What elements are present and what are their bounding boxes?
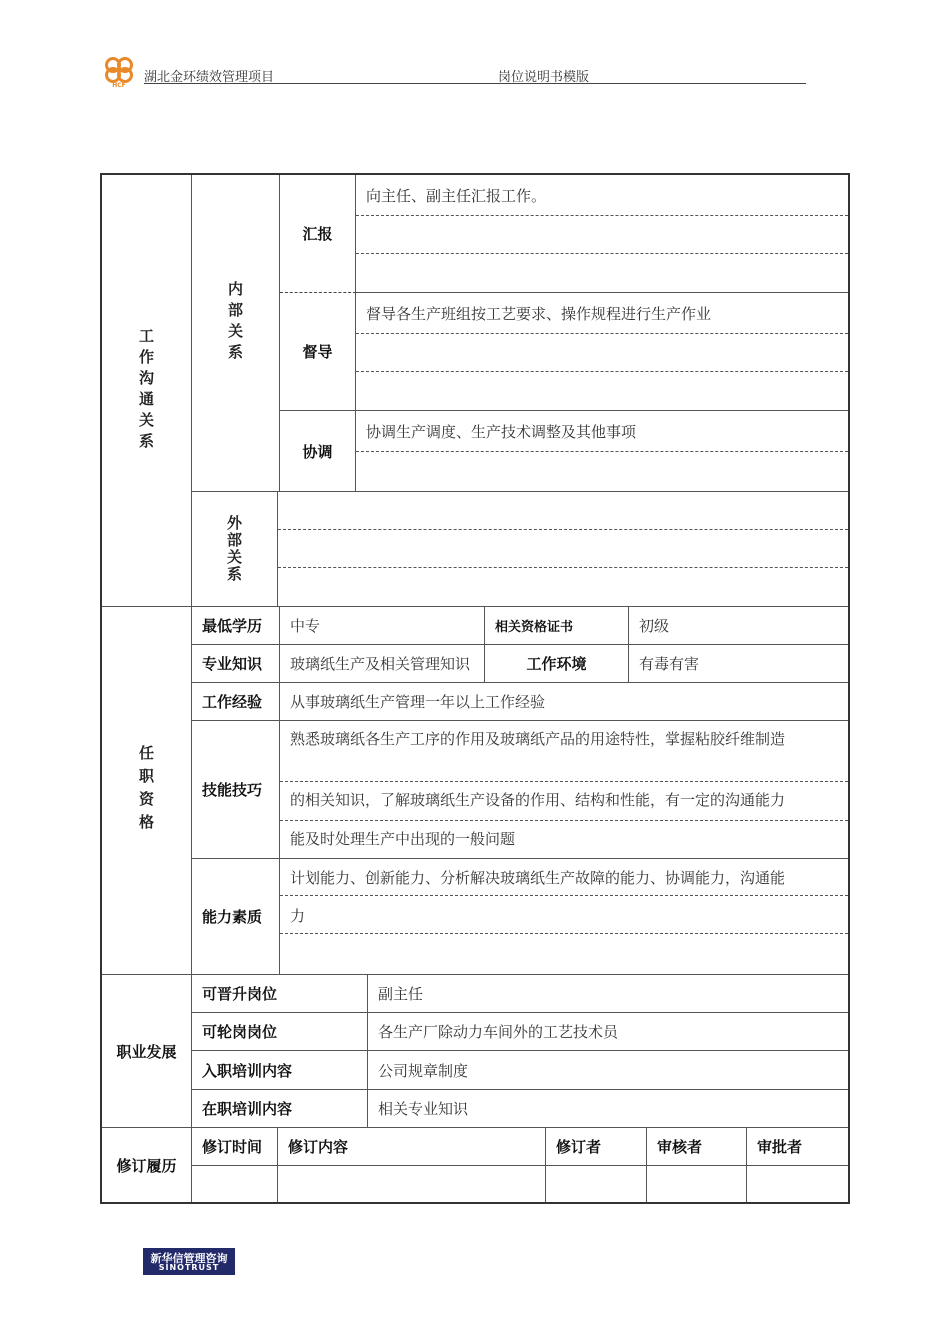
supervise-label: 督导: [302, 343, 333, 361]
qualification-section-cell: [102, 607, 192, 975]
logo-text: HCF: [112, 82, 126, 88]
external-relations-label: 外部关系: [225, 515, 243, 583]
external-relations-cell: [192, 492, 278, 607]
dashed-line: [280, 781, 848, 782]
revision-section-cell: [102, 1128, 192, 1202]
education-label: 最低学历: [202, 617, 263, 635]
col-content-label: 修订内容: [288, 1138, 349, 1156]
coordinate-text: 协调生产调度、生产技术调整及其他事项: [366, 423, 637, 441]
col-approver-label: 审批者: [757, 1138, 803, 1156]
revision-cell-content: [278, 1166, 546, 1202]
dashed-line: [356, 333, 848, 334]
skills-label-cell: [192, 721, 280, 859]
coordinate-label-cell: [280, 411, 356, 492]
ability-label: 能力素质: [202, 908, 263, 926]
footer-logo-cn: 新华信管理咨询: [150, 1252, 228, 1265]
external-relations-content: [278, 492, 848, 607]
dashed-line: [356, 215, 848, 216]
onboard-label: 入职培训内容: [202, 1061, 293, 1080]
promote-value-cell: [368, 975, 848, 1013]
internal-relations-cell: [192, 175, 280, 492]
onjob-value: 相关专业知识: [378, 1100, 469, 1118]
skills-content-cell: [280, 721, 848, 859]
communication-section-label: 工作沟通关系: [137, 327, 155, 454]
dashed-line: [280, 933, 848, 934]
job-description-table: [100, 173, 850, 1204]
cert-value-cell: [629, 607, 848, 645]
knowledge-label-cell: [192, 645, 280, 683]
internal-relations-label: 内部关系: [226, 281, 244, 365]
env-value: 有毒有害: [639, 655, 700, 673]
revision-cell-checker: [647, 1166, 747, 1202]
qualification-section-label: 任职资格: [137, 744, 155, 837]
onboard-label-cell: [192, 1051, 368, 1090]
skills-line-2: 的相关知识，了解玻璃纸生产设备的作用、结构和性能，有一定的沟通能力: [290, 791, 786, 809]
skills-label: 技能技巧: [202, 781, 263, 799]
skills-line-1: 熟悉玻璃纸各生产工序的作用及玻璃纸产品的用途特性，掌握粘胶纤维制造: [290, 730, 786, 748]
supervise-content-cell: [356, 293, 848, 411]
onboard-value-cell: [368, 1051, 848, 1090]
skills-line-3: 能及时处理生产中出现的一般问题: [290, 830, 516, 848]
experience-value-cell: [280, 683, 848, 721]
communication-section-cell: [102, 175, 192, 607]
ability-line-2: 力: [290, 907, 306, 925]
rotate-label: 可轮岗岗位: [202, 1023, 278, 1041]
col-reviser-label: 修订者: [556, 1138, 602, 1156]
revision-col-reviser: [546, 1128, 647, 1166]
rotate-value-cell: [368, 1013, 848, 1051]
coordinate-label: 协调: [302, 442, 333, 461]
knowledge-label: 专业知识: [202, 655, 263, 673]
career-section-cell: [102, 975, 192, 1128]
env-label: 工作环境: [526, 655, 587, 673]
ability-label-cell: [192, 859, 280, 975]
ability-line-1: 计划能力、创新能力、分析解决玻璃纸生产故障的能力、协调能力，沟通能: [290, 869, 786, 887]
experience-label: 工作经验: [202, 693, 263, 711]
cert-label: 相关资格证书: [495, 620, 574, 635]
promote-label-cell: [192, 975, 368, 1013]
dashed-line: [356, 371, 848, 372]
education-label-cell: [192, 607, 280, 645]
education-value-cell: [280, 607, 485, 645]
revision-col-content: [278, 1128, 546, 1166]
rotate-label-cell: [192, 1013, 368, 1051]
dashed-line: [356, 451, 848, 452]
supervise-label-cell: [280, 293, 356, 411]
revision-cell-time: [192, 1166, 278, 1202]
supervise-text: 督导各生产班组按工艺要求、操作规程进行生产作业: [366, 305, 712, 323]
dashed-line: [356, 253, 848, 254]
knowledge-value-cell: [280, 645, 485, 683]
cert-value: 初级: [639, 617, 670, 635]
promote-label: 可晋升岗位: [202, 985, 278, 1003]
knowledge-value: 玻璃纸生产及相关管理知识: [290, 655, 471, 673]
col-time-label: 修订时间: [202, 1138, 263, 1156]
onjob-label-cell: [192, 1090, 368, 1128]
revision-cell-reviser: [546, 1166, 647, 1202]
revision-col-approver: [747, 1128, 848, 1166]
coordinate-content-cell: [356, 411, 848, 492]
dashed-line: [280, 820, 848, 821]
header-rule: [144, 83, 806, 84]
onjob-label: 在职培训内容: [202, 1100, 293, 1118]
dashed-line: [278, 567, 848, 568]
onjob-value-cell: [368, 1090, 848, 1128]
footer-logo-en: SINOTRUST: [158, 1263, 220, 1272]
education-value: 中专: [290, 617, 321, 635]
dashed-line: [278, 529, 848, 530]
project-title: 湖北金环绩效管理项目: [144, 70, 275, 85]
onboard-value: 公司规章制度: [378, 1061, 469, 1080]
env-label-cell: [485, 645, 629, 683]
revision-cell-approver: [747, 1166, 848, 1202]
cert-label-cell: [485, 607, 629, 645]
experience-value: 从事玻璃纸生产管理一年以上工作经验: [290, 693, 546, 711]
career-section-label: 职业发展: [116, 1042, 177, 1061]
page-header: [100, 54, 806, 86]
revision-section-label: 修订履历: [116, 1156, 177, 1175]
report-label-cell: [280, 175, 356, 293]
document-title: 岗位说明书模版: [498, 70, 590, 85]
col-checker-label: 审核者: [657, 1138, 703, 1156]
revision-col-checker: [647, 1128, 747, 1166]
report-label: 汇报: [302, 225, 333, 243]
dashed-line: [280, 895, 848, 896]
rotate-value: 各生产厂除动力车间外的工艺技术员: [378, 1023, 619, 1041]
revision-col-time: [192, 1128, 278, 1166]
promote-value: 副主任: [378, 985, 424, 1003]
report-text: 向主任、副主任汇报工作。: [366, 187, 547, 205]
ability-content-cell: [280, 859, 848, 975]
experience-label-cell: [192, 683, 280, 721]
env-value-cell: [629, 645, 848, 683]
hcf-logo: [100, 54, 138, 88]
report-content-cell: [356, 175, 848, 293]
sinotrust-logo: [143, 1248, 235, 1275]
